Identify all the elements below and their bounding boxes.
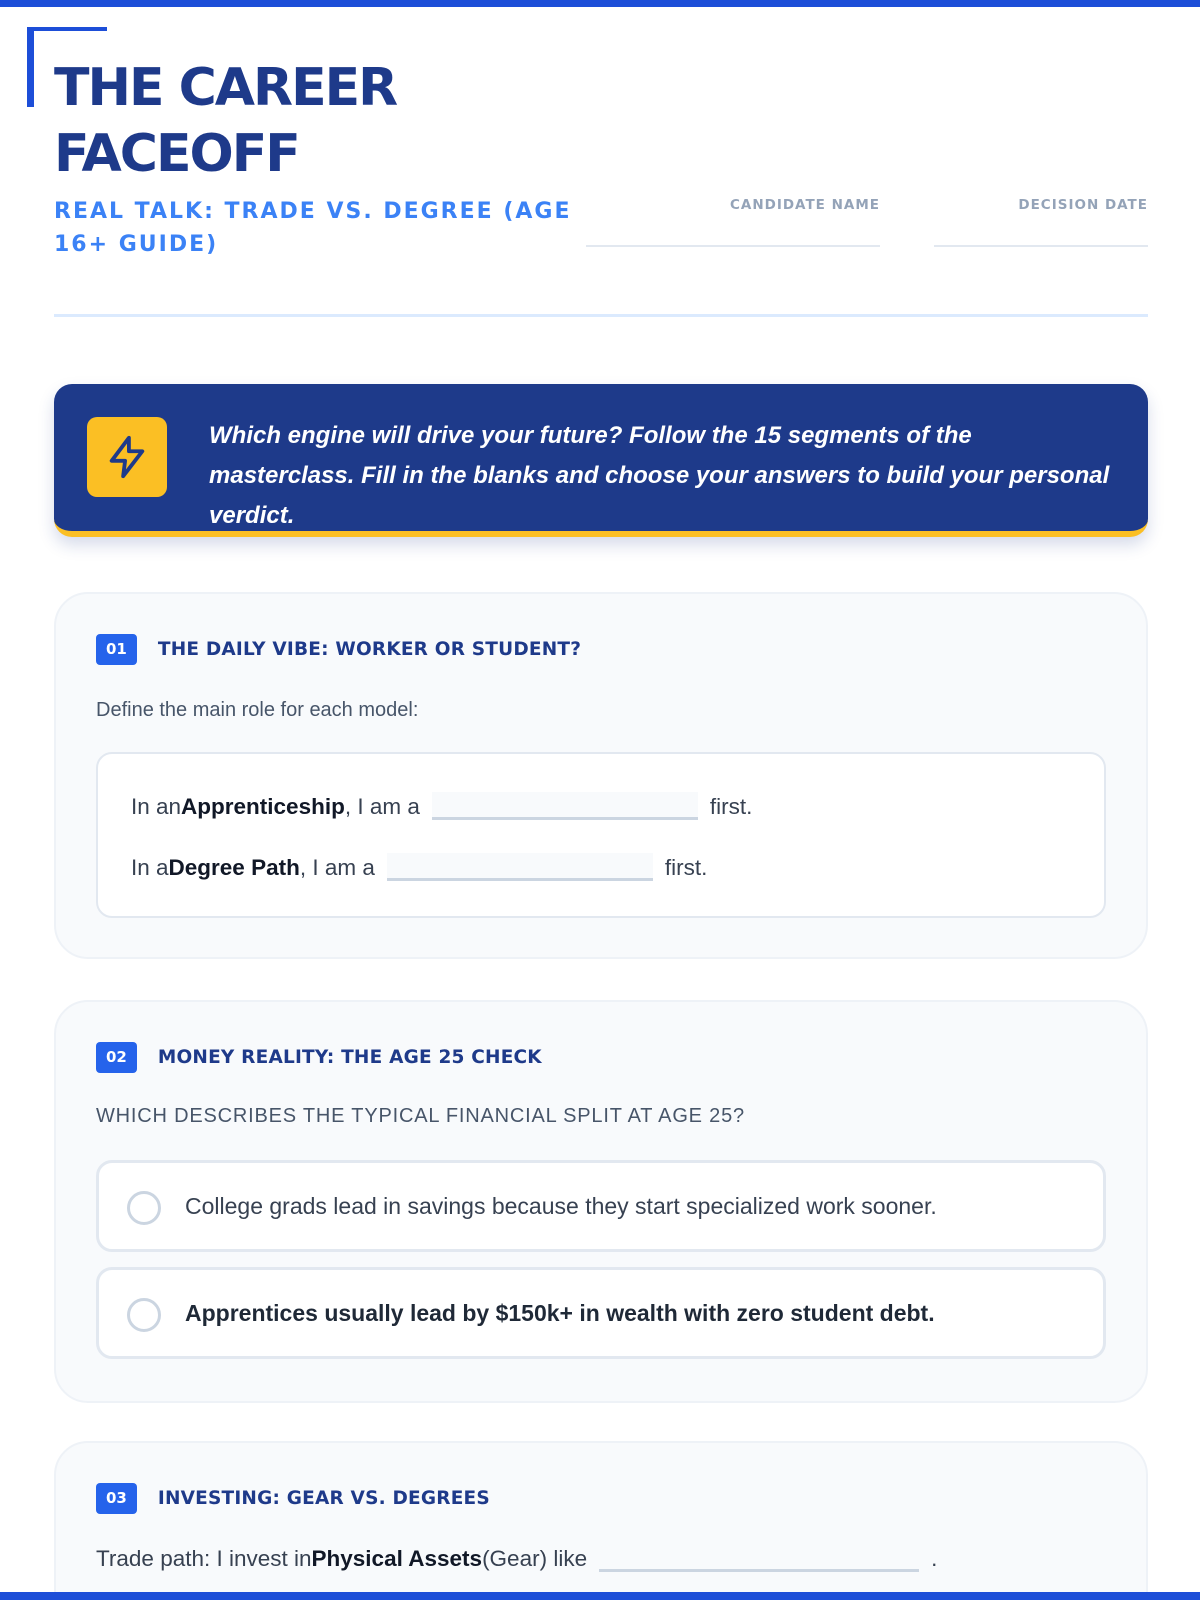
section-header	[96, 1483, 490, 1514]
fill-line-suffix: .	[931, 1546, 938, 1571]
section-number-badge: 02	[96, 1042, 137, 1073]
section-card-03	[54, 1441, 1148, 1600]
fill-line-prefix: In a	[131, 855, 169, 880]
fill-line-middle: , I am a	[299, 855, 375, 880]
fill-line-suffix: first.	[709, 794, 753, 819]
top-accent-bar	[0, 0, 1200, 7]
fill-line-apprenticeship	[131, 788, 752, 820]
radio-button[interactable]	[127, 1191, 161, 1225]
lightning-bolt-icon	[87, 417, 167, 497]
candidate-name-label: CANDIDATE NAME	[729, 197, 880, 213]
section-number-badge: 03	[96, 1483, 137, 1514]
fill-line-degree	[131, 849, 707, 881]
decision-date-label: DECISION DATE	[1018, 197, 1148, 213]
decision-date-field[interactable]	[934, 197, 1148, 247]
intro-text: Which engine will drive your future? Follow the 15 segments of the masterclass. Fill in the blanks and choose your answers to build your personal verdict.	[209, 422, 1110, 529]
option-label: College grads lead in savings because they start specialized work sooner.	[185, 1193, 937, 1219]
fill-line-prefix: In an	[131, 794, 182, 819]
section-title: INVESTING: GEAR VS. DEGREES	[157, 1488, 490, 1509]
header-divider	[54, 314, 1148, 317]
fill-line-suffix: first.	[664, 855, 708, 880]
page-title: THE CAREER FACEOFF	[54, 58, 397, 184]
bottom-accent-bar	[0, 1592, 1200, 1600]
fill-line-keyword: Physical Assets	[311, 1546, 483, 1571]
page-subtitle: REAL TALK: TRADE VS. DEGREE (AGE 16+ GUIDE)	[54, 199, 572, 257]
candidate-name-field[interactable]	[586, 197, 880, 247]
radio-button[interactable]	[127, 1298, 161, 1332]
candidate-name-input[interactable]	[586, 245, 880, 247]
answer-option-college[interactable]	[96, 1160, 1106, 1252]
blank-input-apprenticeship-role[interactable]	[432, 792, 698, 820]
section-header	[96, 1042, 542, 1073]
intro-banner	[54, 384, 1148, 537]
fill-line-keyword: Degree Path	[168, 855, 300, 880]
fill-line-trade-gear	[96, 1540, 937, 1572]
blank-input-gear[interactable]	[599, 1544, 919, 1572]
section-card-01	[54, 592, 1148, 959]
section-card-02	[54, 1000, 1148, 1403]
section-header	[96, 634, 581, 665]
fill-line-keyword: Apprenticeship	[181, 794, 345, 819]
answer-option-apprentice[interactable]	[96, 1267, 1106, 1359]
section-prompt: Define the main role for each model:	[96, 699, 419, 721]
blank-input-degree-role[interactable]	[387, 853, 653, 881]
section-title: THE DAILY VIBE: WORKER OR STUDENT?	[157, 639, 582, 660]
section-title: MONEY REALITY: THE AGE 25 CHECK	[157, 1047, 542, 1068]
section-question: WHICH DESCRIBES THE TYPICAL FINANCIAL SPLIT AT AGE 25?	[96, 1105, 745, 1127]
fill-line-middle: (Gear) like	[482, 1546, 588, 1571]
decision-date-input[interactable]	[934, 245, 1148, 247]
fill-in-box	[96, 752, 1106, 918]
option-label: Apprentices usually lead by $150k+ in wealth with zero student debt.	[185, 1300, 935, 1326]
fill-line-middle: , I am a	[344, 794, 420, 819]
fill-line-prefix: Trade path: I invest in	[96, 1546, 312, 1571]
section-number-badge: 01	[96, 634, 137, 665]
